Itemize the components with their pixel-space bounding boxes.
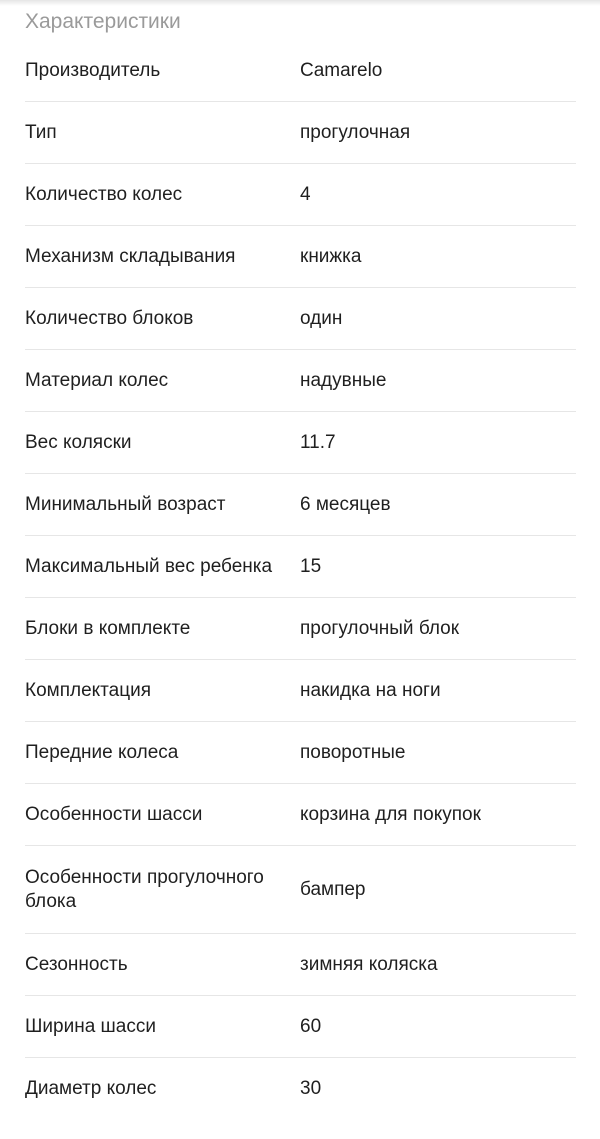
spec-value: прогулочная [300, 121, 411, 143]
spec-label: Особенности прогулочного блока [25, 866, 264, 912]
spec-row-folding-mechanism [25, 226, 576, 288]
spec-row-stroller-weight [25, 412, 576, 474]
spec-label: Количество блоков [25, 307, 194, 329]
spec-value: 30 [300, 1078, 322, 1099]
spec-label: Вес коляски [25, 431, 132, 453]
spec-value: 11.7 [300, 431, 336, 453]
spec-value: поворотные [300, 741, 406, 763]
spec-label: Минимальный возраст [25, 493, 226, 515]
spec-row-max-child-weight [25, 536, 576, 598]
spec-label: Диаметр колес [25, 1078, 157, 1099]
spec-label: Производитель [25, 59, 161, 81]
spec-row-wheel-material [25, 350, 576, 412]
spec-label: Материал колес [25, 369, 169, 391]
spec-row-wheel-count [25, 164, 576, 226]
spec-list [0, 40, 600, 1120]
spec-value: Camarelo [300, 59, 383, 81]
spec-label: Количество колес [25, 183, 183, 205]
spec-row-chassis-features [25, 784, 576, 846]
spec-row-type [25, 102, 576, 164]
spec-value: 6 месяцев [300, 493, 391, 515]
spec-row-block-count [25, 288, 576, 350]
spec-row-manufacturer [25, 40, 576, 102]
top-shadow [0, 0, 600, 6]
spec-row-package-contents [25, 660, 576, 722]
spec-value: надувные [300, 369, 387, 391]
spec-value: корзина для покупок [300, 803, 481, 825]
spec-row-season [25, 934, 576, 996]
section-title: Характеристики [25, 10, 181, 33]
spec-label: Максимальный вес ребенка [25, 555, 273, 577]
spec-row-included-blocks [25, 598, 576, 660]
spec-value: 15 [300, 555, 322, 577]
spec-row-front-wheels [25, 722, 576, 784]
spec-value: накидка на ноги [300, 679, 441, 701]
spec-label: Комплектация [25, 679, 152, 701]
spec-value: прогулочный блок [300, 617, 460, 639]
spec-value: один [300, 307, 343, 329]
spec-label: Передние колеса [25, 741, 179, 763]
spec-value: книжка [300, 245, 362, 267]
spec-value: 4 [300, 183, 311, 205]
spec-value: бампер [300, 878, 366, 900]
spec-value: зимняя коляска [300, 953, 438, 975]
spec-row-stroll-block-features [25, 846, 576, 934]
spec-label: Особенности шасси [25, 803, 203, 825]
spec-label: Тип [25, 121, 57, 143]
spec-label: Сезонность [25, 953, 128, 975]
spec-label: Блоки в комплекте [25, 617, 191, 639]
spec-row-wheel-diameter [25, 1058, 576, 1120]
spec-label: Ширина шасси [25, 1015, 156, 1037]
spec-value: 60 [300, 1015, 322, 1037]
spec-row-chassis-width [25, 996, 576, 1058]
spec-label: Механизм складывания [25, 245, 236, 267]
spec-row-min-age [25, 474, 576, 536]
